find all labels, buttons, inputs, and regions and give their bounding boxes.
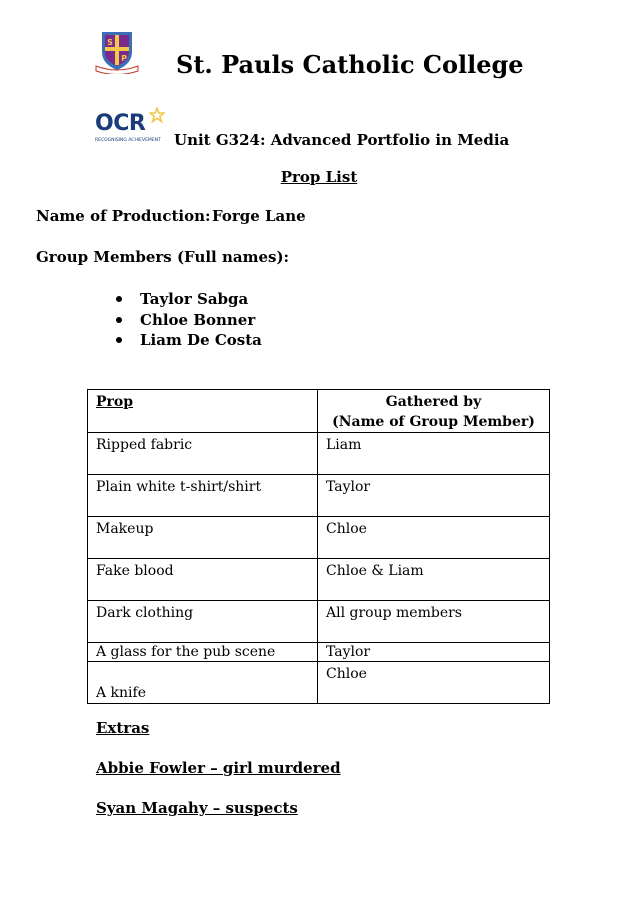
prop-table xyxy=(87,389,550,704)
gathered-cell: Taylor xyxy=(318,643,550,662)
table-row xyxy=(88,517,550,559)
table-header-row xyxy=(88,390,550,433)
table-row xyxy=(88,475,550,517)
gathered-cell: Chloe xyxy=(318,662,550,704)
member-name: Chloe Bonner xyxy=(140,310,256,329)
prop-cell: Plain white t-shirt/shirt xyxy=(88,475,318,517)
prop-cell: A glass for the pub scene xyxy=(88,643,318,662)
unit-title: Unit G324: Advanced Portfolio in Media xyxy=(174,131,510,149)
list-item xyxy=(116,330,262,351)
ocr-logo xyxy=(95,111,169,147)
bullet-icon xyxy=(116,296,122,302)
table-row xyxy=(88,601,550,643)
svg-text:S: S xyxy=(107,38,113,47)
gathered-header-line2: (Name of Group Member) xyxy=(332,414,535,430)
column-header-gathered-by xyxy=(318,390,550,433)
prop-cell: Fake blood xyxy=(88,559,318,601)
gathered-cell: Chloe & Liam xyxy=(318,559,550,601)
ocr-logo-text: OCR xyxy=(95,111,146,136)
svg-text:P: P xyxy=(121,54,127,63)
college-crest-logo xyxy=(94,28,140,74)
star-icon xyxy=(149,107,165,123)
extras-item: Abbie Fowler – girl murdered xyxy=(96,759,341,777)
member-name: Liam De Costa xyxy=(140,331,262,350)
group-members-label: Group Members (Full names): xyxy=(36,248,290,266)
extras-title: Extras xyxy=(96,719,150,737)
prop-header-text: Prop xyxy=(96,394,134,410)
gathered-header-line1: Gathered by xyxy=(385,394,482,410)
production-label: Name of Production: xyxy=(36,207,211,225)
prop-cell: A knife xyxy=(88,662,318,704)
prop-cell: Dark clothing xyxy=(88,601,318,643)
gathered-cell: Chloe xyxy=(318,517,550,559)
prop-list-title: Prop List xyxy=(280,168,358,186)
prop-cell: Makeup xyxy=(88,517,318,559)
production-name: Forge Lane xyxy=(212,207,306,225)
list-item xyxy=(116,310,262,331)
prop-cell: Ripped fabric xyxy=(88,433,318,475)
college-name: St. Pauls Catholic College xyxy=(176,50,524,79)
member-name: Taylor Sabga xyxy=(140,290,249,308)
list-item xyxy=(116,289,262,310)
table-row xyxy=(88,643,550,662)
gathered-cell: All group members xyxy=(318,601,550,643)
bullet-icon xyxy=(116,337,122,343)
gathered-cell: Liam xyxy=(318,433,550,475)
column-header-prop xyxy=(88,390,318,433)
ocr-logo-tagline: RECOGNISING ACHIEVEMENT xyxy=(95,138,161,143)
bullet-icon xyxy=(116,317,122,323)
group-members-list xyxy=(116,289,262,351)
extras-item: Syan Magahy – suspects xyxy=(96,799,298,817)
table-row xyxy=(88,662,550,704)
table-row xyxy=(88,433,550,475)
table-row xyxy=(88,559,550,601)
gathered-cell: Taylor xyxy=(318,475,550,517)
